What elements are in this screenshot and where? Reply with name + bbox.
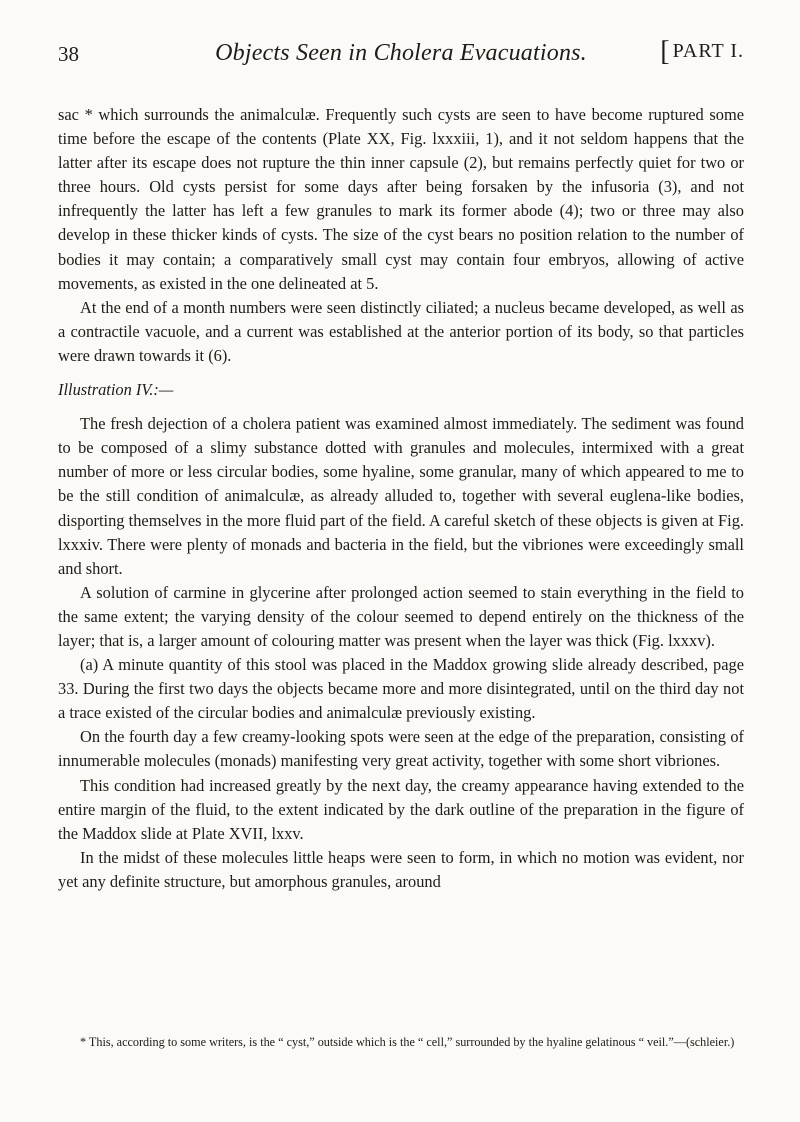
paragraph-2: At the end of a month numbers were seen distinctly ciliated; a nucleus became developed, as well as a contractile vacuole, and a current was established at the anterior portion of its body, so that particles were drawn towards it (6). — [58, 297, 744, 365]
running-title: Objects Seen in Cholera Evacuations. — [215, 40, 587, 66]
part-label: [ PART I. — [660, 36, 744, 67]
footnote: * This, according to some writers, is the “ cyst,” outside which is the “ cell,” surrounded by the hyaline gelatinous “ veil.”—(schleier.) — [80, 1035, 735, 1049]
paragraph-4: A solution of carmine in glycerine after prolonged action seemed to stain everything in the field to the same extent; the varying density of the colour seemed to depend entirely on the thickness of the layer; that is, a larger amount of colouring matter was present when the layer was thick (Fig. lxxxv). — [58, 582, 744, 650]
running-header — [58, 38, 744, 78]
paragraph-1: sac * which surrounds the animalculæ. Frequently such cysts are seen to have become ruptured some time before the escape of the contents (Plate XX, Fig. lxxxiii, 1), and it not seldom happens that the latter after its escape does not rupture the thin inner capsule (2), but remains perfectly quiet for two or three hours. Old cysts persist for some days after being forsaken by the infusoria (3), and not infrequently the latter has left a few granules to mark its former abode (4); two or three may also develop in these thicker kinds of cysts. The size of the cyst bears no position relation to the number of bodies it may contain; a comparatively small cyst may contain four embryos, allowing of active movements, as existed in the one delineated at 5. — [58, 105, 744, 293]
page-number: 38 — [58, 42, 79, 66]
paragraph-5: (a) A minute quantity of this stool was placed in the Maddox growing slide already described, page 33. During the first two days the objects became more and more disintegrated, until on the third day not a trace existed of the circular bodies and animalculæ previously existing. — [58, 655, 744, 723]
section-heading-illustration-iv: Illustration IV.:— — [58, 380, 174, 400]
paragraph-8: In the midst of these molecules little heaps were seen to form, in which no motion was evident, nor yet any definite structure, but amorphous granules, around — [58, 847, 744, 891]
part-label-text: PART I. — [672, 40, 744, 62]
paragraph-7: This condition had increased greatly by the next day, the creamy appearance having extended to the entire margin of the fluid, to the extent indicated by the dark outline of the preparation in the figure of the Maddox slide at Plate XVII, lxxv. — [58, 775, 744, 843]
body-text — [58, 103, 744, 894]
paragraph-3: The fresh dejection of a cholera patient was examined almost immediately. The sediment was found to be composed of a slimy substance dotted with granules and molecules, intermixed with a great number of more or less circular bodies, some hyaline, some granular, many of which appeared to me to be the still condition of animalculæ, as already alluded to, together with several euglena-like bodies, disporting themselves in the more fluid part of the field. A careful sketch of these objects is given at Fig. lxxxiv. There were plenty of monads and bacteria in the field, but the vibriones were exceedingly small and short. — [58, 414, 744, 578]
paragraph-6: On the fourth day a few creamy-looking spots were seen at the edge of the preparation, consisting of innumerable molecules (monads) manifesting very great activity, together with some short vibriones. — [58, 727, 744, 771]
